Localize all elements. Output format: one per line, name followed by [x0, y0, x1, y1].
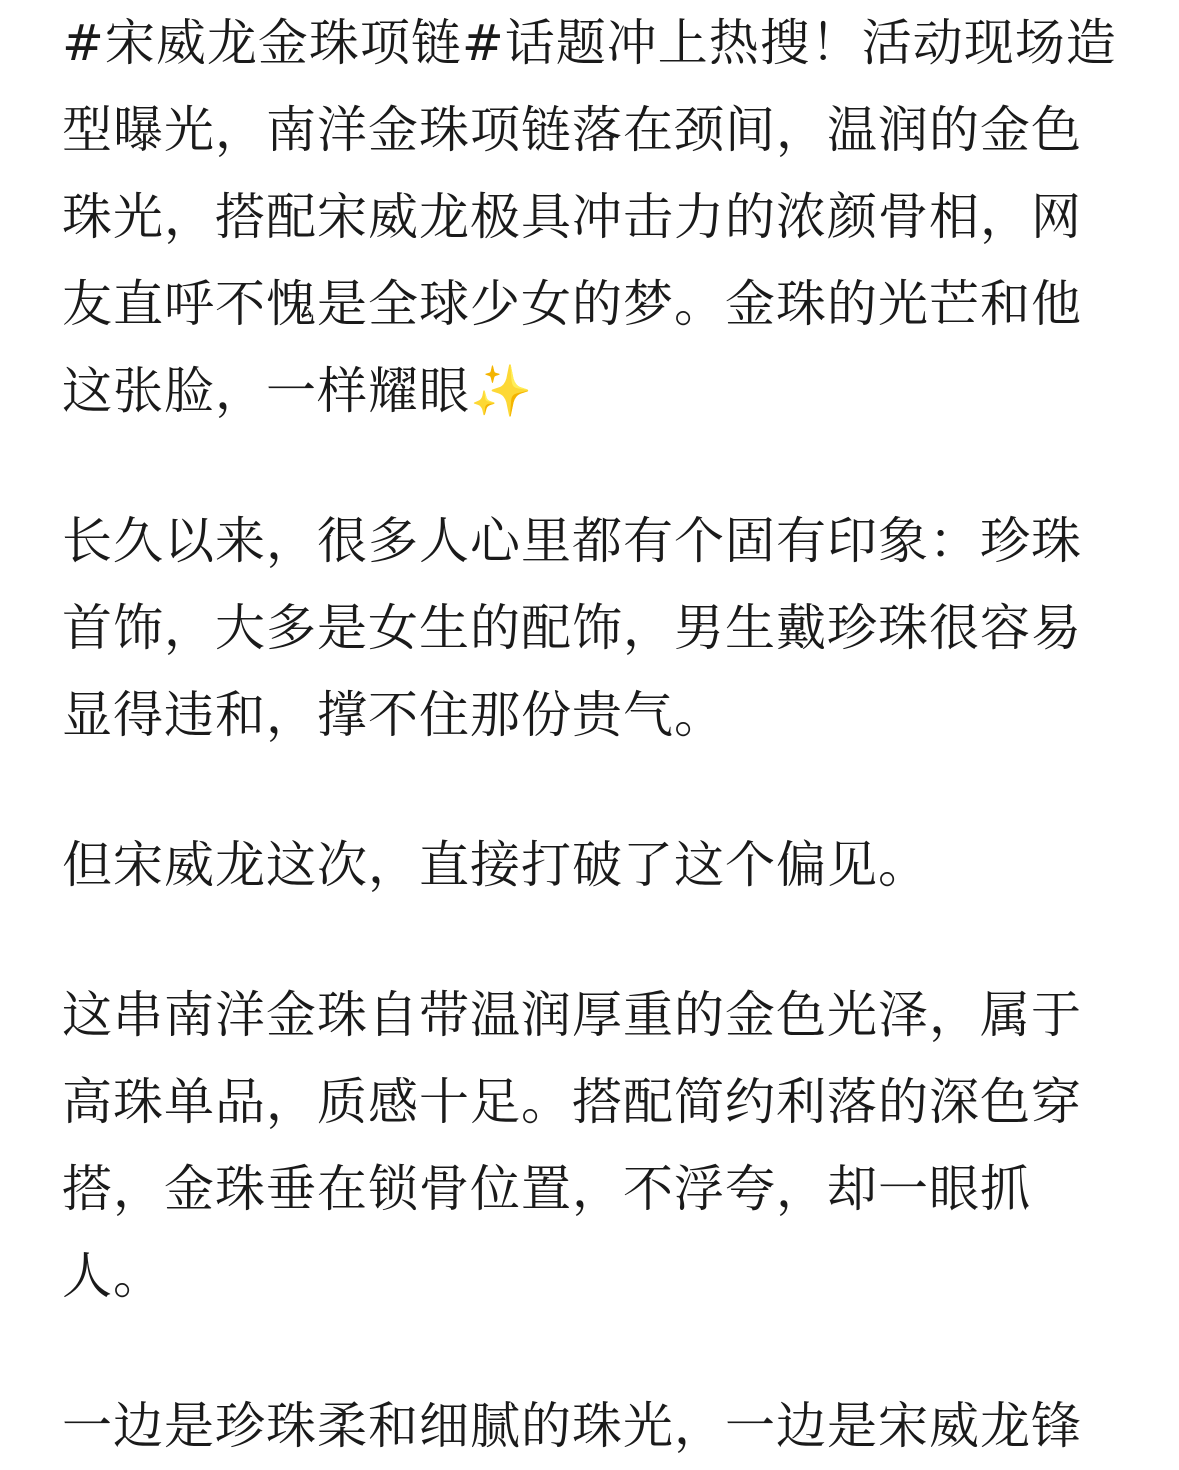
- paragraph-5: [62, 1383, 1122, 1470]
- paragraph-spacer: [62, 435, 1122, 498]
- paragraph-spacer: [62, 1320, 1122, 1383]
- text-line: 首饰，大多是女生的配饰，男生戴珍珠很容易: [62, 599, 1082, 657]
- text-line: 搭，金珠垂在锁骨位置，不浮夸，却一眼抓: [62, 1160, 1031, 1218]
- text-line: 人。: [62, 1247, 164, 1305]
- text-line: 一边是珍珠柔和细腻的珠光，一边是宋威龙锋: [62, 1397, 1082, 1455]
- text-line-with-emoji: [62, 348, 1122, 435]
- text-line: #宋威龙金珠项链#话题冲上热搜！活动现场造: [62, 14, 1117, 72]
- text-line: 高珠单品，质感十足。搭配简约利落的深色穿: [62, 1073, 1082, 1131]
- sparkles-icon: ✨: [470, 362, 534, 420]
- text-line: 这张脸，一样耀眼: [62, 362, 470, 420]
- text-line: 这串南洋金珠自带温润厚重的金色光泽，属于: [62, 986, 1082, 1044]
- text-line: 但宋威龙这次，直接打破了这个偏见。: [62, 836, 929, 894]
- paragraph-1: [62, 0, 1122, 435]
- paragraph-spacer: [62, 909, 1122, 972]
- paragraph-2: [62, 498, 1122, 759]
- paragraph-spacer: [62, 759, 1122, 822]
- text-line: 显得违和，撑不住那份贵气。: [62, 686, 725, 744]
- paragraph-3: [62, 822, 1122, 909]
- article-body: [62, 0, 1122, 1470]
- paragraph-4: [62, 972, 1122, 1320]
- text-line: 友直呼不愧是全球少女的梦。金珠的光芒和他: [62, 275, 1082, 333]
- text-line: 型曝光，南洋金珠项链落在颈间，温润的金色: [62, 101, 1082, 159]
- text-line: 长久以来，很多人心里都有个固有印象：珍珠: [62, 512, 1082, 570]
- text-line: 珠光，搭配宋威龙极具冲击力的浓颜骨相，网: [62, 188, 1082, 246]
